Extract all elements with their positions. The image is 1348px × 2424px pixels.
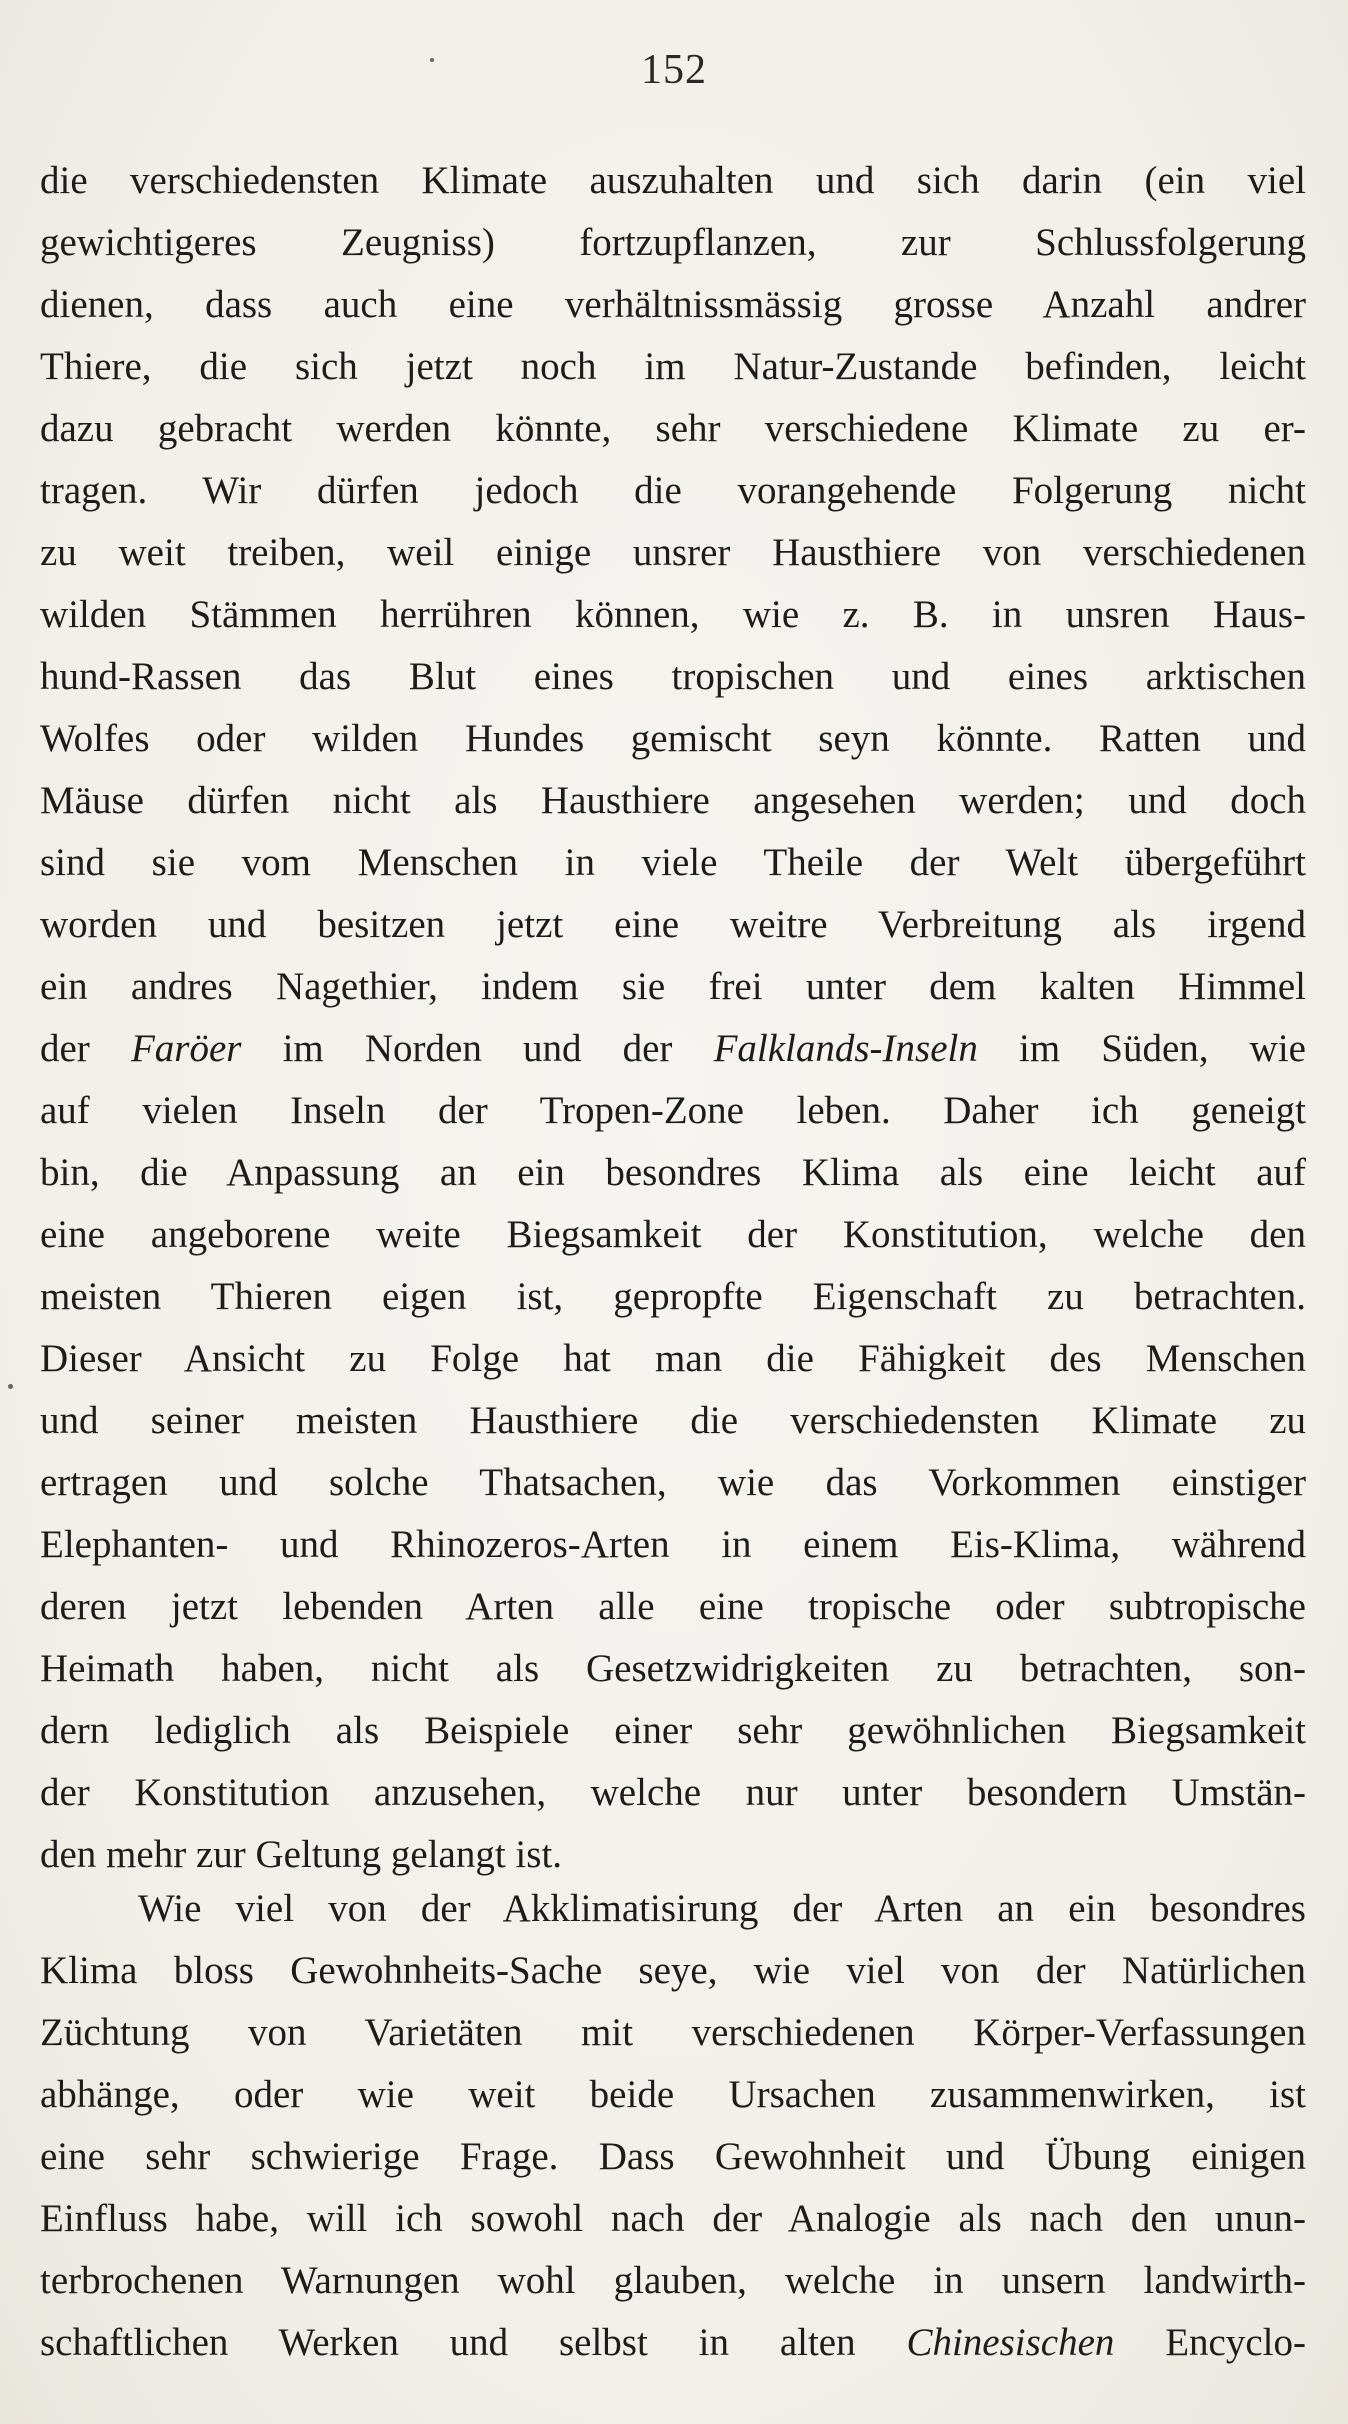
text-line-with-italics [40,2312,1306,2374]
paper-speck [430,58,434,62]
page-number: 152 [641,47,707,93]
paragraph-2 [40,1878,1306,2374]
text-line: sind sie vom Menschen in viele Theile der Welt übergeführt [40,841,1306,884]
text-span: im Süden, wie [977,1027,1306,1070]
text-line: zu weit treiben, weil einige unsrer Hausthiere von verschiedenen [40,531,1306,574]
text-line: ertragen und solche Thatsachen, wie das Vorkommen einstiger [40,1461,1306,1504]
text-line: Thiere, die sich jetzt noch im Natur-Zustande befinden, leicht [40,345,1306,388]
text-line: hund-Rassen das Blut eines tropischen und eines arktischen [40,655,1306,698]
text-line: Elephanten- und Rhinozeros-Arten in einem Eis-Klima, während [40,1523,1306,1566]
text-line: deren jetzt lebenden Arten alle eine tropische oder subtropische [40,1585,1306,1628]
text-line: Heimath haben, nicht als Gesetzwidrigkeiten zu betrachten, son- [40,1647,1306,1690]
text-line: Einfluss habe, will ich sowohl nach der Analogie als nach den unun- [40,2197,1306,2240]
text-line: Wolfes oder wilden Hundes gemischt seyn könnte. Ratten und [40,717,1306,760]
text-line: terbrochenen Warnungen wohl glauben, welche in unsern landwirth- [40,2259,1306,2302]
text-span: Encyclo- [1114,2321,1306,2364]
text-line: Dieser Ansicht zu Folge hat man die Fähigkeit des Menschen [40,1337,1306,1380]
paper-speck [8,1384,13,1389]
italic-place-name: Falklands-Inseln [713,1027,978,1070]
text-line: bin, die Anpassung an ein besondres Klima als eine leicht auf [40,1151,1306,1194]
italic-place-name: Faröer [130,1027,242,1070]
text-line: und seiner meisten Hausthiere die verschiedensten Klimate zu [40,1399,1306,1442]
text-line: eine angeborene weite Biegsamkeit der Konstitution, welche den [40,1213,1306,1256]
text-line: dern lediglich als Beispiele einer sehr gewöhnlichen Biegsamkeit [40,1709,1306,1752]
text-span: der [40,1027,131,1070]
text-line: auf vielen Inseln der Tropen-Zone leben. Daher ich geneigt [40,1089,1306,1132]
text-line: Mäuse dürfen nicht als Hausthiere angesehen werden; und doch [40,779,1306,822]
text-line-with-italics [40,1018,1306,1080]
text-line: tragen. Wir dürfen jedoch die vorangehende Folgerung nicht [40,469,1306,512]
text-line: worden und besitzen jetzt eine weitre Verbreitung als irgend [40,903,1306,946]
text-line: den mehr zur Geltung gelangt ist. [40,1833,563,1876]
text-line: abhänge, oder wie weit beide Ursachen zusammenwirken, ist [40,2073,1306,2116]
text-line: meisten Thieren eigen ist, gepropfte Eigenschaft zu betrachten. [40,1275,1306,1318]
text-line: die verschiedensten Klimate auszuhalten und sich darin (ein viel [40,159,1306,202]
paragraph-1 [40,150,1306,1886]
text-line: gewichtigeres Zeugniss) fortzupflanzen, zur Schlussfolgerung [40,221,1306,264]
text-line: wilden Stämmen herrühren können, wie z. B. in unsren Haus- [40,593,1306,636]
text-span: schaftlichen Werken und selbst in alten [40,2321,907,2364]
text-span: im Norden und der [241,1027,714,1070]
text-line: ein andres Nagethier, indem sie frei unter dem kalten Himmel [40,965,1306,1008]
text-line: Klima bloss Gewohnheits-Sache seye, wie viel von der Natürlichen [40,1949,1306,1992]
text-line: dazu gebracht werden könnte, sehr verschiedene Klimate zu er- [40,407,1306,450]
italic-word: Chinesischen [906,2321,1115,2364]
text-line: eine sehr schwierige Frage. Dass Gewohnheit und Übung einigen [40,2135,1306,2178]
text-line: Züchtung von Varietäten mit verschiedenen Körper-Verfassungen [40,2011,1306,2054]
text-line: der Konstitution anzusehen, welche nur unter besondern Umstän- [40,1771,1306,1814]
text-line: Wie viel von der Akklimatisirung der Arten an ein besondres [138,1887,1306,1930]
text-line: dienen, dass auch eine verhältnissmässig grosse Anzahl andrer [40,283,1306,326]
